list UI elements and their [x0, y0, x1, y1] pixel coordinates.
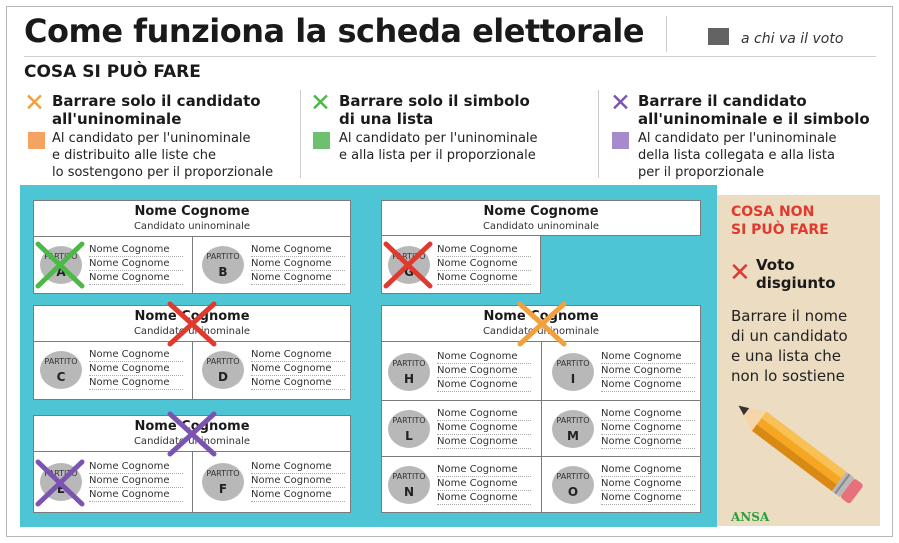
party-entry	[550, 348, 697, 394]
candidate-subtitle: Candidato uninominale	[482, 326, 600, 337]
party-letter: D	[218, 370, 228, 384]
candidate-name: Nome Cognome	[89, 376, 183, 390]
candidate-list	[89, 348, 183, 390]
candidate-subtitle: Candidato uninominale	[133, 326, 251, 337]
purple-cross-icon	[166, 410, 218, 458]
cross-icon: ✕	[310, 88, 331, 117]
candidate-name: Nome Cognome	[601, 477, 695, 491]
option-swatch	[313, 132, 330, 149]
candidate-name: Nome Cognome	[601, 378, 695, 392]
party-letter: E	[56, 482, 66, 496]
side-heading: COSA NON SI PUÒ FARE	[731, 204, 829, 238]
candidate-name: Nome Cognome	[483, 204, 599, 219]
candidate-name: Nome Cognome	[89, 257, 183, 271]
party-label: PARTITO	[206, 357, 240, 366]
candidate-list	[251, 460, 345, 502]
page-title: Come funziona la scheda elettorale	[24, 12, 645, 50]
legend-swatch	[708, 28, 729, 45]
party-letter: O	[567, 485, 579, 499]
candidate-name: Nome Cognome	[251, 362, 345, 376]
candidate-name: Nome Cognome	[437, 491, 531, 505]
candidate-list	[601, 407, 695, 449]
party-label: PARTITO	[206, 469, 240, 478]
party-letter: L	[405, 429, 413, 443]
candidate-name: Nome Cognome	[251, 348, 345, 362]
party-label: PARTITO	[392, 416, 426, 425]
divider	[192, 452, 193, 512]
candidate-name: Nome Cognome	[251, 460, 345, 474]
candidate-name: Nome Cognome	[601, 435, 695, 449]
party-label: PARTITO	[556, 472, 590, 481]
divider	[382, 400, 700, 401]
candidate-name: Nome Cognome	[437, 243, 531, 257]
party-label: PARTITO	[392, 252, 426, 261]
option-separator	[300, 90, 301, 178]
option-description: Al candidato per l'uninominale e alla lista per il proporzionale	[339, 131, 538, 163]
party-label: PARTITO	[556, 359, 590, 368]
candidate-name: Nome Cognome	[251, 474, 345, 488]
party-entry	[550, 405, 697, 451]
party-letter: B	[218, 265, 228, 279]
divider	[192, 237, 193, 293]
side-subheading: Voto disgiunto	[756, 256, 836, 292]
party-letter: I	[570, 372, 576, 386]
candidate-name: Nome Cognome	[437, 271, 531, 285]
divider	[382, 456, 700, 457]
candidate-name: Nome Cognome	[601, 364, 695, 378]
candidate-list	[601, 350, 695, 392]
candidate-name: Nome Cognome	[601, 463, 695, 477]
party-letter: N	[403, 485, 415, 499]
cross-icon: ✕	[24, 88, 45, 117]
red-cross-icon	[166, 300, 218, 348]
party-entry	[550, 461, 697, 507]
candidate-list	[437, 463, 531, 505]
legend-label: a chi va il voto	[741, 31, 844, 47]
option-heading: Barrare il candidato all'uninominale e il simbolo	[638, 92, 870, 128]
candidate-name: Nome Cognome	[89, 243, 183, 257]
option-heading: Barrare solo il simbolo di una lista	[339, 92, 530, 128]
candidate-name: Nome Cognome	[437, 421, 531, 435]
candidate-name: Nome Cognome	[89, 460, 183, 474]
pencil-icon	[725, 390, 875, 515]
party-letter: C	[56, 370, 66, 384]
party-letter: M	[567, 429, 579, 443]
title-rule	[24, 56, 876, 57]
candidate-name: Nome Cognome	[134, 204, 250, 219]
candidate-subtitle: Candidato uninominale	[133, 221, 251, 232]
party-letter: H	[403, 372, 415, 386]
cross-icon: ✕	[610, 88, 631, 117]
option-description: Al candidato per l'uninominale e distribuito alle liste che lo sostengono per il proporzionale	[52, 131, 274, 180]
candidate-list	[437, 243, 531, 285]
party-entry	[38, 346, 185, 392]
option-heading: Barrare solo il candidato all'uninominale	[52, 92, 261, 128]
candidate-name: Nome Cognome	[437, 350, 531, 364]
red-cross-icon	[382, 240, 434, 290]
candidate-name: Nome Cognome	[437, 435, 531, 449]
orange-cross-icon	[516, 300, 568, 348]
purple-cross-icon	[34, 458, 86, 508]
party-entry	[386, 348, 533, 394]
candidate-list	[251, 243, 345, 285]
option-separator	[598, 90, 599, 178]
option-swatch	[612, 132, 629, 149]
candidate-name: Nome Cognome	[601, 350, 695, 364]
option-swatch	[28, 132, 45, 149]
party-label: PARTITO	[392, 472, 426, 481]
candidate-list	[601, 463, 695, 505]
side-description: Barrare il nome di un candidato e una lista che non lo sostiene	[731, 307, 848, 385]
ballot-block	[381, 200, 701, 236]
party-label: PARTITO	[44, 252, 78, 261]
candidate-name: Nome Cognome	[437, 257, 531, 271]
candidate-list	[89, 243, 183, 285]
candidate-name: Nome Cognome	[89, 488, 183, 502]
party-letter: F	[218, 482, 228, 496]
party-letter: A	[56, 265, 66, 279]
candidate-list	[89, 460, 183, 502]
party-entry	[386, 405, 533, 451]
candidate-name: Nome Cognome	[134, 419, 250, 434]
divider	[541, 342, 542, 512]
candidate-name: Nome Cognome	[251, 257, 345, 271]
candidate-list	[251, 348, 345, 390]
party-entry	[200, 241, 347, 287]
party-label: PARTITO	[556, 416, 590, 425]
party-label: PARTITO	[44, 357, 78, 366]
candidate-name: Nome Cognome	[483, 309, 599, 324]
candidate-subtitle: Candidato uninominale	[133, 436, 251, 447]
candidate-name: Nome Cognome	[437, 378, 531, 392]
divider	[192, 342, 193, 399]
party-entry	[200, 346, 347, 392]
party-label: PARTITO	[392, 359, 426, 368]
candidate-name: Nome Cognome	[89, 348, 183, 362]
section-title: COSA SI PUÒ FARE	[24, 62, 201, 82]
candidate-name: Nome Cognome	[601, 491, 695, 505]
candidate-name: Nome Cognome	[437, 407, 531, 421]
candidate-subtitle: Candidato uninominale	[482, 221, 600, 232]
party-label: PARTITO	[44, 469, 78, 478]
party-entry	[386, 461, 533, 507]
candidate-name: Nome Cognome	[601, 421, 695, 435]
candidate-list	[437, 350, 531, 392]
option-description: Al candidato per l'uninominale della lista collegata e alla lista per il proporzionale	[638, 131, 837, 180]
candidate-name: Nome Cognome	[89, 362, 183, 376]
candidate-name: Nome Cognome	[601, 407, 695, 421]
party-label: PARTITO	[206, 252, 240, 261]
title-separator	[666, 16, 667, 52]
candidate-name: Nome Cognome	[251, 376, 345, 390]
candidate-name: Nome Cognome	[89, 271, 183, 285]
candidate-name: Nome Cognome	[134, 309, 250, 324]
candidate-name: Nome Cognome	[251, 243, 345, 257]
candidate-list	[437, 407, 531, 449]
candidate-name: Nome Cognome	[437, 364, 531, 378]
red-cross-icon: ✕	[729, 258, 751, 288]
candidate-name: Nome Cognome	[89, 474, 183, 488]
source-logo: ANSA	[731, 510, 770, 524]
party-entry	[200, 458, 347, 504]
green-cross-icon	[34, 240, 86, 290]
candidate-name: Nome Cognome	[437, 477, 531, 491]
candidate-name: Nome Cognome	[437, 463, 531, 477]
candidate-name: Nome Cognome	[251, 271, 345, 285]
candidate-name: Nome Cognome	[251, 488, 345, 502]
party-letter: G	[404, 265, 414, 279]
